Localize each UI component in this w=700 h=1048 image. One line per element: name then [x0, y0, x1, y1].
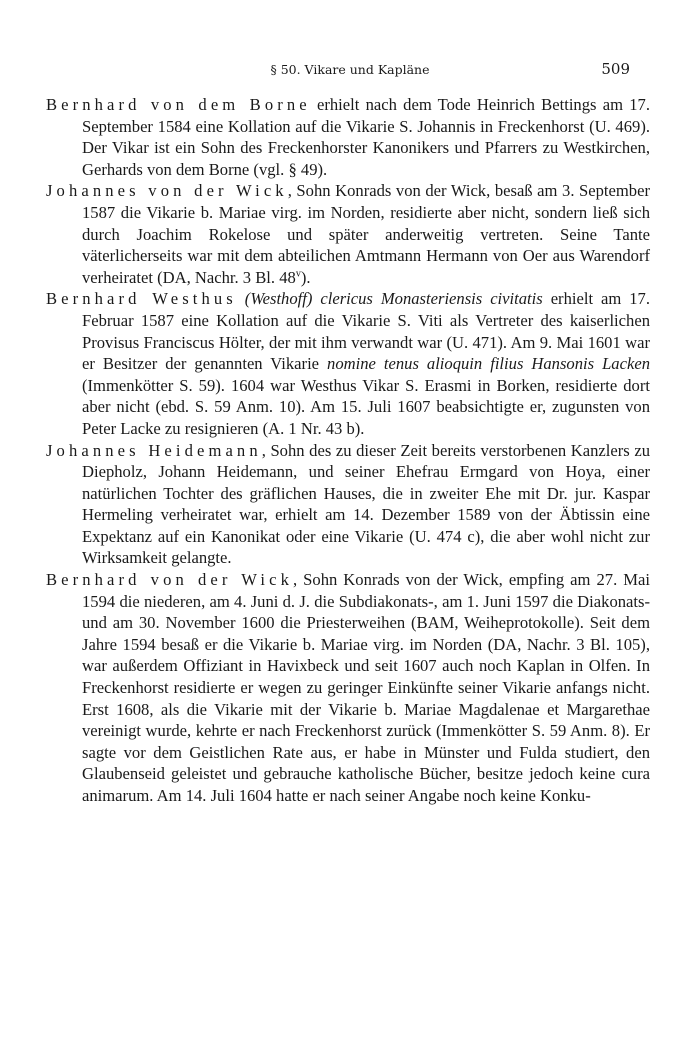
entry-italic-text: nomine tenus alioquin filius Hansonis Lacken: [327, 354, 650, 374]
entry-bernhard-von-der-wick: [46, 569, 650, 807]
entry-name: Bernhard Westhus: [46, 289, 237, 309]
entry-text: erhielt nach dem Tode Heinrich Bettings am 17. September 1584 eine Kollation auf die Vikarie S. Johannis in Freckenhorst (U. 469). Der Vikar ist ein Sohn des Freckenhorster Kanonikers und Pfarrers zu Westkirchen, Gerhards von dem Borne (vgl. § 49).: [82, 95, 650, 179]
entry-bernhard-von-dem-borne: [46, 94, 650, 180]
superscript: v: [295, 268, 301, 280]
entry-johannes-heidemann: [46, 440, 650, 570]
entry-text: erhielt am 17. Februar 1587 eine Kollation auf die Vikarie S. Viti als Vertreter des kaiserlichen Provisus Franciscus Hölter, der mit ihm verwandt war (U. 471). Am 9. Mai 1601 war er Besitzer der genannten Vikarie: [82, 289, 651, 374]
entry-johannes-von-der-wick: [46, 180, 650, 288]
page-number: 509: [601, 60, 630, 78]
entry-text-end: (Immenkötter S. 59). 1604 war Westhus Vikar S. Erasmi in Borken, residierte dort aber nicht (ebd. S. 59 Anm. 10). Am 15. Juli 1607 beabsichtigte er, zugunsten von Peter Lacke zu resignieren (A. 1 Nr. 43 b).: [82, 375, 650, 438]
entry-text-end: ).: [300, 267, 311, 287]
entry-italic-text: (Westhoff) clericus Monasteriensis civitatis: [244, 289, 543, 309]
entry-text: , Sohn des zu dieser Zeit bereits verstorbenen Kanzlers zu Diepholz, Johann Heidemann, und seiner Ehefrau Ermgard von Hoya, einer natürlichen Tochter des gräflichen Hauses, die in zweiter Ehe mit Dr. jur. Kaspar Hermeling verheiratet war, erhielt am 14. Dezember 1589 von der Äbtissin eine Expektanz auf ein Kanonikat oder eine Vikarie (U. 474 c), die aber wohl nicht zur Wirksamkeit gelangte.: [82, 440, 650, 568]
entry-name: Johannes von der Wick: [46, 181, 288, 201]
entry-text: , Sohn Konrads von der Wick, empfing am 27. Mai 1594 die niederen, am 4. Juni d. J. die Subdiakonats-, am 1. Juni 1597 die Diakonats- und am 30. November 1600 die Priesterweihen (BAM, Weiheprotokolle). Seit dem Jahre 1594 besaß er die Vikarie b. Mariae virg. im Norden (DA, Nachr. 3 Bl. 105), war außerdem Offiziant in Havixbeck und seit 1607 auch noch Kaplan in Olfen. In Freckenhorst residierte er wegen zu geringer Einkünfte seiner Vikarie anfangs nicht. Erst 1608, als die Vikarie mit der Vikarie b. Mariae Magdalenae et Margarethae vereinigt wurde, kehrte er nach Freckenhorst zurück (Immenkötter S. 59 Anm. 8). Er sagte vor dem Geistlichen Rate aus, er habe in Münster und Fulda studiert, den Glaubenseid geleistet und gebrauche katholische Bücher, besitze jedoch keine cura animarum. Am 14. Juli 1604 hatte er nach seiner Angabe noch keine Konku-: [82, 570, 650, 805]
entry-name: Bernhard von dem Borne: [46, 95, 311, 114]
entry-text: , Sohn Konrads von der Wick, besaß am 3. September 1587 die Vikarie b. Mariae virg. im Norden, residierte aber nicht, sondern ließ sich durch Joachim Rokelose und später anderweitig vertreten. Seine Tante väterlicherseits war mit dem abteilichen Amtmann Hermann von Oer aus Warendorf verheiratet (DA, Nachr. 3 Bl. 48: [82, 181, 650, 287]
entry-name: Bernhard von der Wick: [46, 570, 293, 590]
entry-bernhard-westhus: [46, 288, 650, 439]
entry-name: Johannes Heidemann: [46, 440, 262, 460]
text-body: [46, 94, 650, 807]
running-head: [70, 60, 630, 82]
running-head-title: § 50. Vikare und Kapläne: [270, 62, 430, 77]
